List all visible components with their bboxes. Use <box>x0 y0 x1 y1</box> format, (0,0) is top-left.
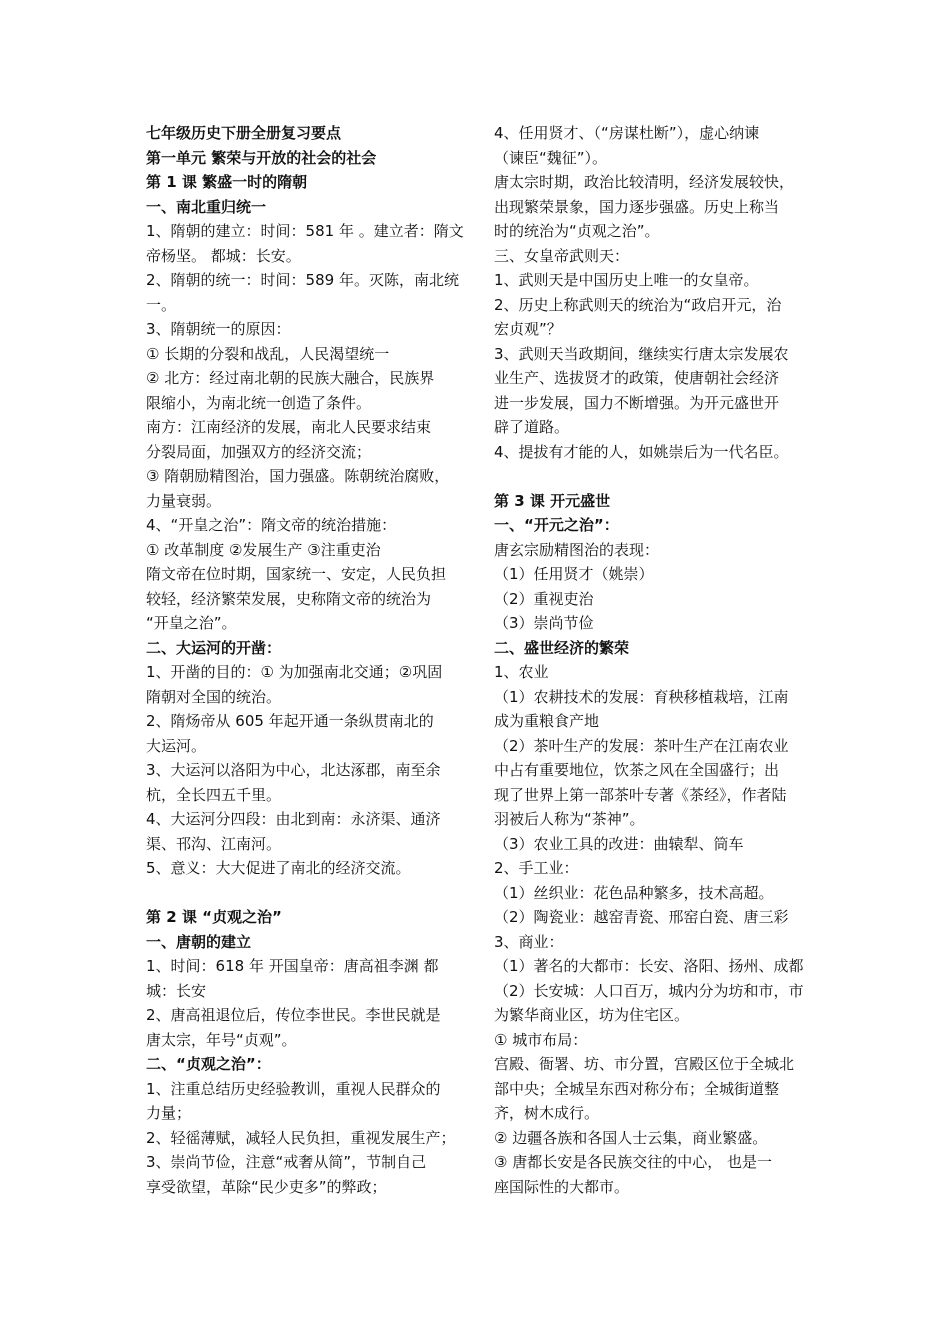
left-text-line: 2、轻徭薄赋，减轻人民负担，重视发展生产； <box>146 1128 456 1147</box>
right-text-line: 业生产、选拔贤才的政策，使唐朝社会经济 <box>494 369 780 387</box>
left-text-line: 4、大运河分四段：由北到南：永济渠、通济 <box>146 810 441 828</box>
right-text-line: 进一步发展，国力不断增强。为开元盛世开 <box>494 393 780 412</box>
left-text-line: 力量衰弱。 <box>146 491 222 510</box>
right-text-line: 现了世界上第一部茶叶专著《茶经》，作者陆 <box>494 785 787 804</box>
left-text-column <box>146 121 464 1199</box>
left-text-line: ① 改革制度 ②发展生产 ③注重吏治 <box>146 540 381 559</box>
right-text-line: 4、提拔有才能的人，如姚崇后为一代名臣。 <box>494 442 789 461</box>
left-text-line: 限缩小，为南北统一创造了条件。 <box>146 393 372 412</box>
left-heading: 第 2 课 “贞观之治” <box>146 908 282 926</box>
left-text-line: ① 长期的分裂和战乱，人民渴望统一 <box>146 344 390 363</box>
right-text-line: 3、武则天当政期间，继续实行唐太宗发展农 <box>494 344 789 363</box>
right-text-line: 3、商业： <box>494 932 564 951</box>
right-text-line: 羽被后人称为“茶神”。 <box>494 810 645 828</box>
left-text-line: 享受欲望，革除“民少吏多”的弊政； <box>146 1177 387 1196</box>
right-blank-line <box>494 464 812 489</box>
left-text-line: 3、大运河以洛阳为中心，北达涿郡，南至余 <box>146 761 441 779</box>
left-text-line: 帝杨坚。 都城：长安。 <box>146 246 301 265</box>
right-text-line: 三、女皇帝武则天： <box>494 246 630 265</box>
right-text-line: 时的统治为“贞观之治”。 <box>494 222 660 240</box>
right-text-line: （1）任用贤才（姚崇） <box>494 565 654 583</box>
left-text-line: 4、“开皇之治”：隋文帝的统治措施： <box>146 516 397 534</box>
left-text-line: 隋朝对全国的统治。 <box>146 687 282 706</box>
left-text-line: “开皇之治”。 <box>146 614 237 632</box>
left-heading: 一、南北重归统一 <box>146 197 267 216</box>
right-heading: 一、“开元之治”： <box>494 516 619 534</box>
right-text-line: 1、农业 <box>494 663 549 681</box>
right-text-line: （3）崇尚节俭 <box>494 614 594 632</box>
right-text-line: （2）陶瓷业：越窑青瓷、邢窑白瓷、唐三彩 <box>494 908 789 926</box>
right-text-line: 4、任用贤才、（“房谋杜断”），虚心纳谏 <box>494 124 760 142</box>
right-text-line: 为繁华商业区，坊为住宅区。 <box>494 1006 690 1024</box>
left-text-line: 较轻，经济繁荣发展，史称隋文帝的统治为 <box>146 589 432 608</box>
right-text-line: （2）长安城：人口百万，城内分为坊和市，市 <box>494 981 804 1000</box>
right-text-line: 部中央；全城呈东西对称分布；全城街道整 <box>494 1079 780 1098</box>
left-text-line: 分裂局面，加强双方的经济交流； <box>146 442 372 461</box>
right-text-line: 出现繁荣景象，国力逐步强盛。历史上称当 <box>494 197 780 216</box>
right-heading: 二、盛世经济的繁荣 <box>494 638 630 657</box>
right-text-line: 辟了道路。 <box>494 418 570 436</box>
left-heading: 二、大运河的开凿： <box>146 638 282 657</box>
left-heading: 七年级历史下册全册复习要点 <box>146 124 342 142</box>
left-heading: 第一单元 繁荣与开放的社会的社会 <box>146 148 377 167</box>
right-text-line: ② 边疆各族和各国人士云集，商业繁盛。 <box>494 1128 768 1147</box>
right-text-line: 2、历史上称武则天的统治为“政启开元，治 <box>494 295 782 314</box>
right-text-line: 座国际性的大都市。 <box>494 1177 630 1196</box>
left-text-line: 5、意义：大大促进了南北的经济交流。 <box>146 859 411 877</box>
left-text-line: 2、唐高祖退位后，传位李世民。李世民就是 <box>146 1006 441 1024</box>
left-text-line: 1、注重总结历史经验教训，重视人民群众的 <box>146 1079 441 1098</box>
left-heading: 二、“贞观之治”： <box>146 1055 271 1073</box>
left-text-line: 南方：江南经济的发展，南北人民要求结束 <box>146 418 432 436</box>
left-text-line: 渠、邗沟、江南河。 <box>146 834 282 853</box>
right-text-line: （2）重视吏治 <box>494 589 594 608</box>
right-text-line: （3）农业工具的改进：曲辕犁、筒车 <box>494 834 744 853</box>
right-text-line: 成为重粮食产地 <box>494 712 600 730</box>
left-heading: 一、唐朝的建立 <box>146 932 252 951</box>
right-text-line: （1）丝织业：花色品种繁多，技术高超。 <box>494 883 774 902</box>
right-text-line: 齐，树木成行。 <box>494 1104 600 1122</box>
left-text-line: 2、隋炀帝从 605 年起开通一条纵贯南北的 <box>146 712 434 730</box>
left-text-line: 隋文帝在位时期，国家统一、安定，人民负担 <box>146 565 447 583</box>
right-text-line: 1、武则天是中国历史上唯一的女皇帝。 <box>494 271 759 289</box>
left-text-line: 1、隋朝的建立：时间：581 年 。建立者：隋文 <box>146 222 464 240</box>
right-text-column <box>494 121 812 1199</box>
left-text-line: 1、时间：618 年 开国皇帝：唐高祖李渊 都 <box>146 957 439 975</box>
left-text-line: 3、崇尚节俭，注意“戒奢从简”，节制自己 <box>146 1153 427 1171</box>
left-text-line: 1、开凿的目的：① 为加强南北交通；②巩固 <box>146 663 443 681</box>
right-text-line: （谏臣“魏征”）。 <box>494 148 608 167</box>
right-text-line: 宫殿、衙署、坊、市分置，宫殿区位于全城北 <box>494 1055 795 1073</box>
left-blank-line <box>146 881 464 906</box>
right-text-line: （2）茶叶生产的发展：茶叶生产在江南农业 <box>494 736 789 755</box>
left-text-line: 力量； <box>146 1104 192 1122</box>
left-text-line: 城：长安 <box>146 981 207 1000</box>
right-heading: 第 3 课 开元盛世 <box>494 491 611 510</box>
left-text-line: 一。 <box>146 295 177 314</box>
right-text-line: 宏贞观”？ <box>494 320 562 338</box>
right-text-line: 唐太宗时期，政治比较清明，经济发展较快， <box>494 173 795 191</box>
left-text-line: ③ 隋朝励精图治，国力强盛。陈朝统治腐败， <box>146 467 450 485</box>
left-text-line: 3、隋朝统一的原因： <box>146 320 291 338</box>
right-text-line: （1）著名的大都市：长安、洛阳、扬州、成都 <box>494 957 804 975</box>
right-text-line: ③ 唐都长安是各民族交往的中心， 也是一 <box>494 1153 772 1171</box>
right-text-line: ① 城市布局： <box>494 1030 588 1049</box>
right-text-line: 唐玄宗励精图治的表现： <box>494 540 660 559</box>
left-text-line: 2、隋朝的统一：时间：589 年。灭陈，南北统 <box>146 271 459 289</box>
left-text-line: ② 北方：经过南北朝的民族大融合，民族界 <box>146 369 435 387</box>
right-text-line: 中占有重要地位，饮茶之风在全国盛行；出 <box>494 761 780 779</box>
right-text-line: （1）农耕技术的发展：育秧移植栽培，江南 <box>494 687 789 706</box>
left-text-line: 大运河。 <box>146 736 207 755</box>
left-text-line: 唐太宗，年号“贞观”。 <box>146 1030 297 1049</box>
right-text-line: 2、手工业： <box>494 859 579 877</box>
left-heading: 第 1 课 繁盛一时的隋朝 <box>146 173 308 191</box>
left-text-line: 杭，全长四五千里。 <box>146 785 282 804</box>
